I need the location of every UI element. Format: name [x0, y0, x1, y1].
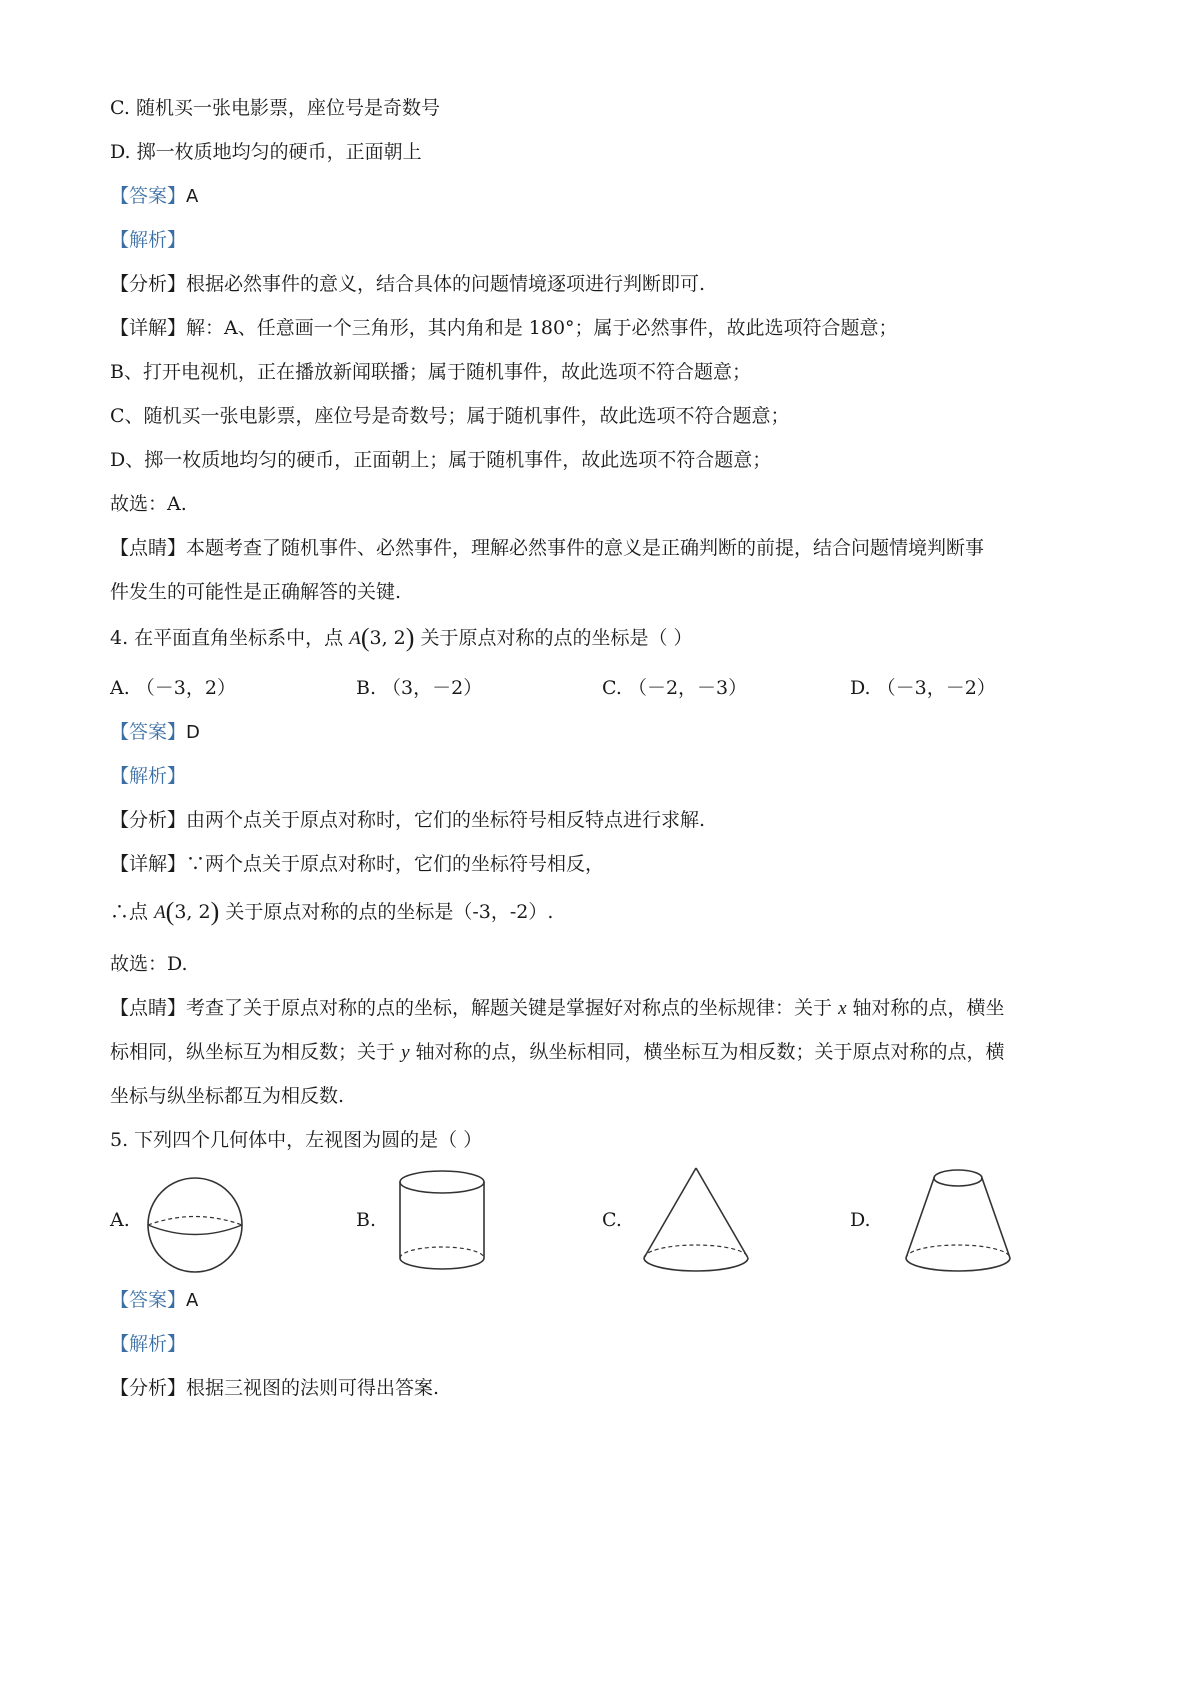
- q3-jiexi-tag: 【解析】: [110, 229, 187, 251]
- q4-paren-open-2: (: [165, 897, 175, 926]
- q4-stem: [110, 624, 693, 653]
- q3-dianjing-1: 【点睛】本题考查了随机事件、必然事件，理解必然事件的意义是正确判断的前提，结合问题情境判断事: [110, 537, 985, 559]
- q4-point-name-2: A: [154, 902, 166, 923]
- q4-paren-open: (: [360, 623, 370, 652]
- q4-xiangjie-2: [110, 898, 553, 927]
- q3-option-c: C. 随机买一张电影票，座位号是奇数号: [110, 97, 440, 119]
- q4-dianjing-2: [110, 1038, 1005, 1067]
- q4-dianjing-1-post: 轴对称的点，横坐: [852, 997, 1005, 1019]
- q4-dianjing-2-pre: 标相同，纵坐标互为相反数；关于: [110, 1041, 396, 1063]
- sphere-figure: [140, 1170, 250, 1280]
- q4-option-b: B. （3，－2）: [356, 677, 483, 699]
- q4-xiangjie-1: 【详解】∵两个点关于原点对称时，它们的坐标符号相反，: [110, 853, 605, 875]
- q5-fenxi: 【分析】根据三视图的法则可得出答案.: [110, 1377, 440, 1399]
- q3-xiangjie-1: 【详解】解：A、任意画一个三角形，其内角和是 180°；属于必然事件，故此选项符合题意；: [110, 317, 898, 339]
- q4-var-x: x: [838, 998, 847, 1019]
- answer-tag: 【答案】: [110, 721, 187, 743]
- q5-answer: [110, 1286, 198, 1315]
- q4-dianjing-2-post: 轴对称的点，纵坐标相同，横坐标互为相反数；关于原点对称的点，横: [415, 1041, 1005, 1063]
- q4-option-c: C. （－2，－3）: [602, 677, 748, 699]
- q4-point-name: A: [349, 628, 361, 649]
- q3-choose: 故选：A.: [110, 493, 187, 515]
- q4-option-a: A. （－3，2）: [110, 677, 236, 699]
- q4-coords: 3, 2: [369, 627, 406, 649]
- cone-figure: [636, 1160, 756, 1278]
- q3-xiangjie-3: C、随机买一张电影票，座位号是奇数号；属于随机事件，故此选项不符合题意；: [110, 405, 790, 427]
- answer-value: D: [186, 722, 200, 743]
- q3-answer: [110, 182, 198, 211]
- q4-fenxi: 【分析】由两个点关于原点对称时，它们的坐标符号相反特点进行求解.: [110, 809, 706, 831]
- q4-xiangjie-2-post: 关于原点对称的点的坐标是（-3，-2）.: [225, 901, 554, 923]
- q4-stem-post: 关于原点对称的点的坐标是（ ）: [420, 627, 693, 649]
- q4-choose: 故选：D.: [110, 953, 188, 975]
- answer-value: A: [186, 1290, 199, 1311]
- q4-dianjing-1-pre: 【点睛】考查了关于原点对称的点的坐标，解题关键是掌握好对称点的坐标规律：关于: [110, 997, 833, 1019]
- q5-label-d: D.: [850, 1209, 871, 1231]
- q5-label-c: C.: [602, 1209, 622, 1231]
- q4-paren-close-2: ): [210, 897, 220, 926]
- q3-xiangjie-2: B、打开电视机，正在播放新闻联播；属于随机事件，故此选项不符合题意；: [110, 361, 751, 383]
- q4-answer: [110, 718, 200, 747]
- q4-stem-pre: 4. 在平面直角坐标系中，点: [110, 627, 344, 649]
- q4-jiexi-tag: 【解析】: [110, 765, 187, 787]
- q4-paren-close: ): [405, 623, 415, 652]
- q3-dianjing-2: 件发生的可能性是正确解答的关键.: [110, 581, 402, 603]
- q4-coords-2: 3, 2: [174, 901, 211, 923]
- q5-jiexi-tag: 【解析】: [110, 1333, 187, 1355]
- answer-tag: 【答案】: [110, 185, 187, 207]
- q5-label-a: A.: [110, 1209, 130, 1231]
- q5-stem: 5. 下列四个几何体中，左视图为圆的是（ ）: [110, 1129, 483, 1151]
- q4-dianjing-3: 坐标与纵坐标都互为相反数.: [110, 1085, 345, 1107]
- q5-label-b: B.: [356, 1209, 377, 1231]
- q3-xiangjie-4: D、掷一枚质地均匀的硬币，正面朝上；属于随机事件，故此选项不符合题意；: [110, 449, 772, 471]
- frustum-figure: [898, 1162, 1018, 1278]
- q3-fenxi: 【分析】根据必然事件的意义，结合具体的问题情境逐项进行判断即可.: [110, 273, 706, 295]
- cylinder-figure: [392, 1166, 492, 1276]
- q3-option-d: D. 掷一枚质地均匀的硬币，正面朝上: [110, 141, 422, 163]
- answer-value: A: [186, 186, 199, 207]
- q4-dianjing-1: [110, 994, 1005, 1023]
- q4-var-y: y: [401, 1042, 410, 1063]
- answer-tag: 【答案】: [110, 1289, 187, 1311]
- q4-xiangjie-2-pre: ∴点: [110, 901, 149, 923]
- q4-option-d: D. （－3，－2）: [850, 677, 996, 699]
